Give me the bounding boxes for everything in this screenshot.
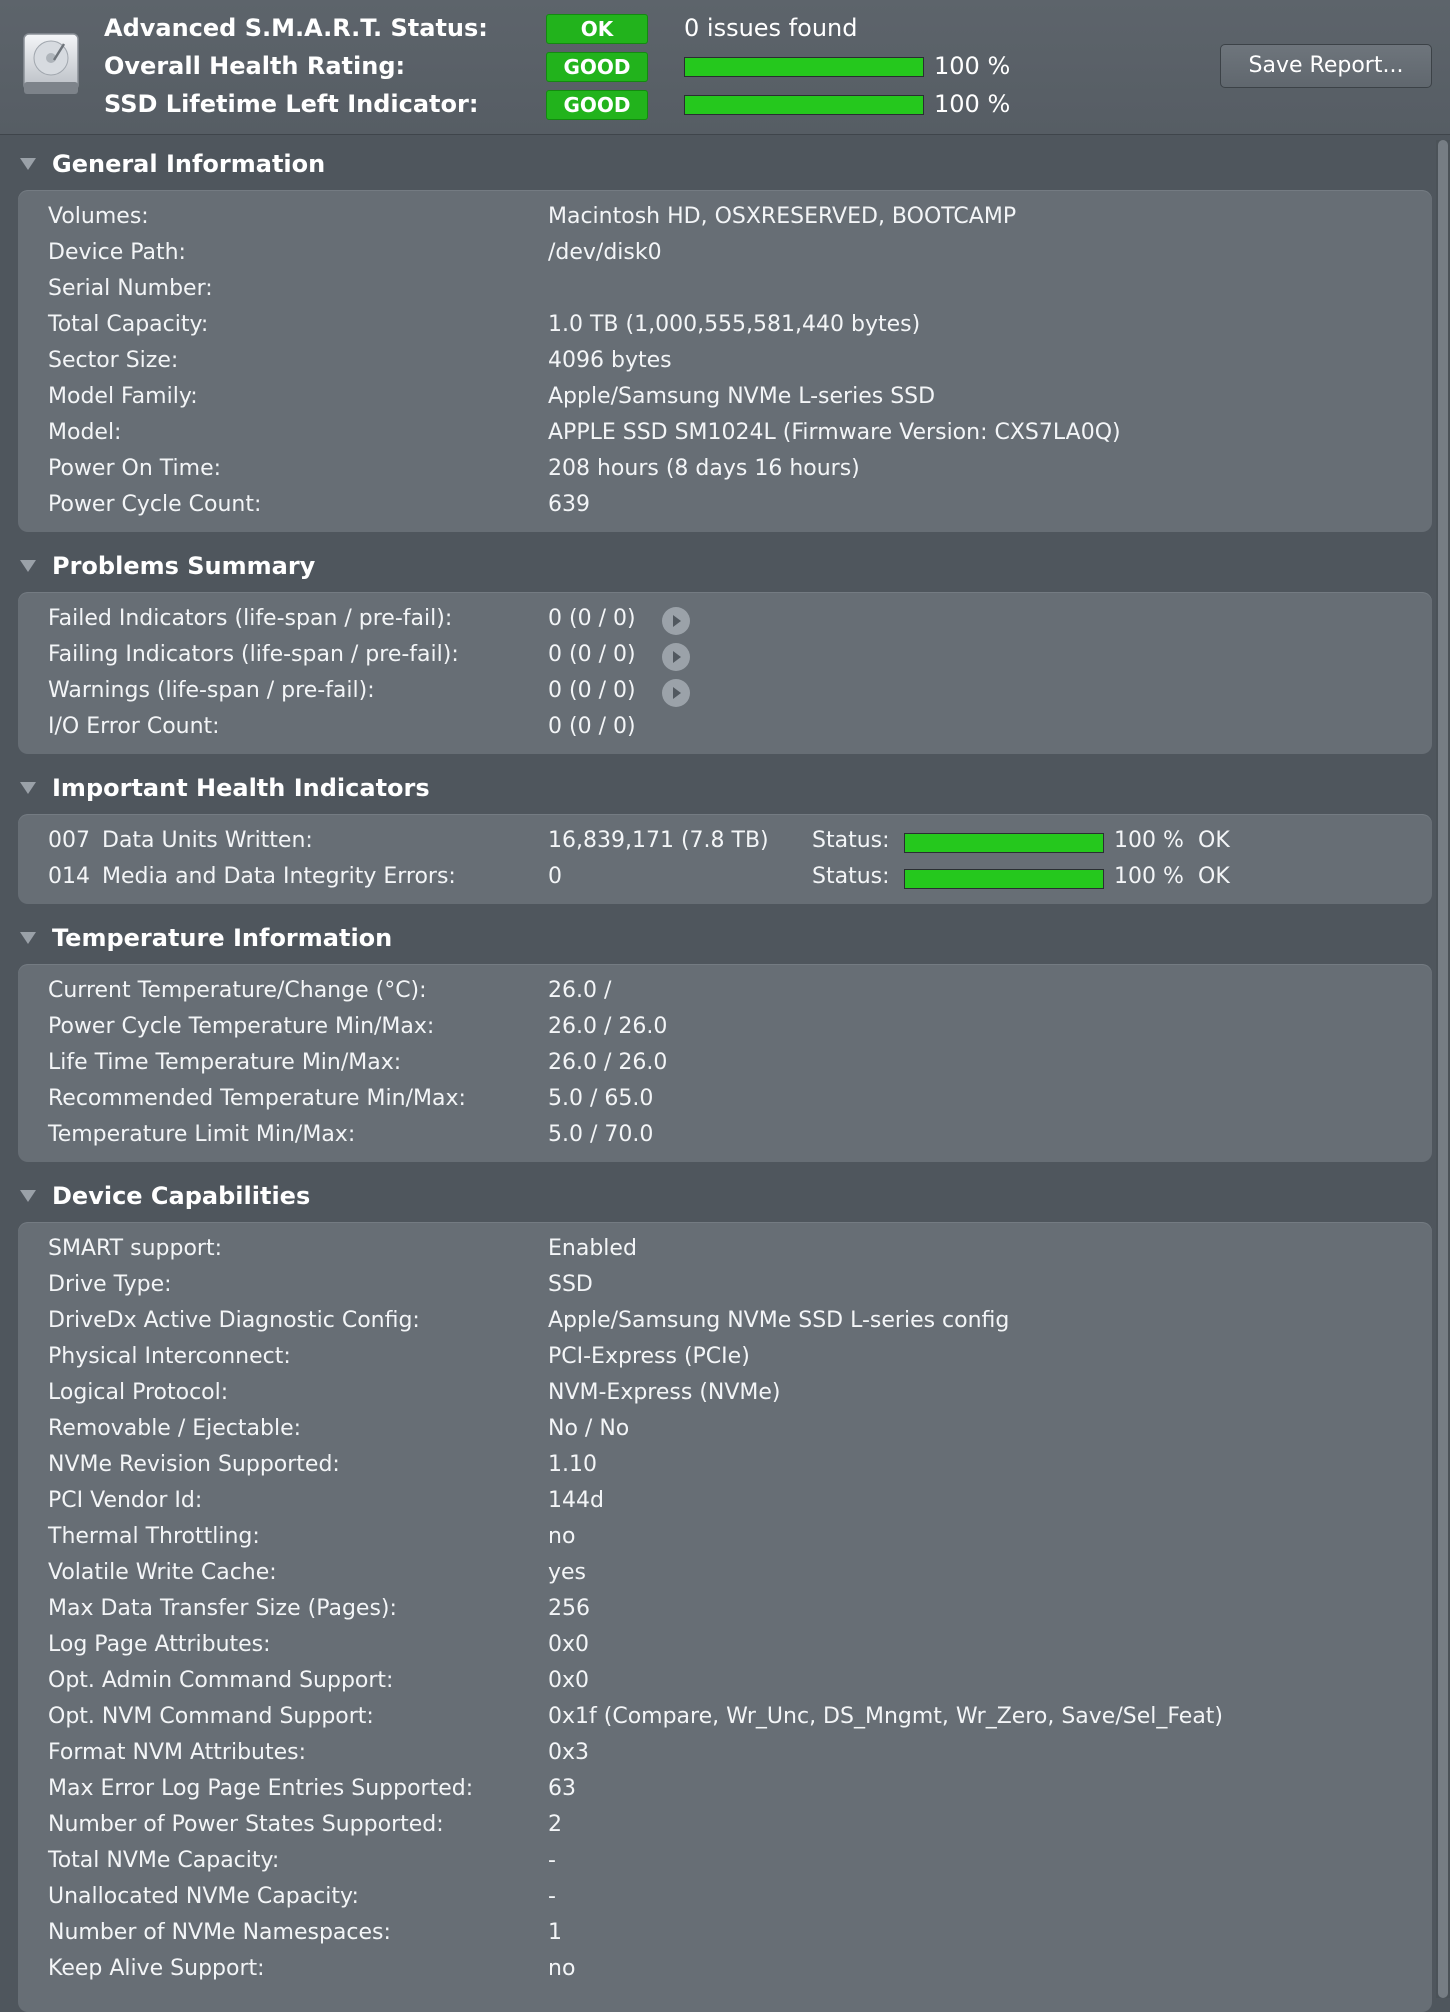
indicator-value: 16,839,171 (7.8 TB) — [548, 828, 769, 853]
show-details-arrow-icon[interactable] — [662, 643, 690, 671]
capability-row — [18, 1448, 1432, 1484]
capability-label: Opt. NVM Command Support: — [48, 1704, 374, 1729]
health-progress-bar — [684, 57, 924, 77]
problems-panel — [18, 592, 1432, 754]
capability-row — [18, 1556, 1432, 1592]
info-label: Total Capacity: — [48, 312, 209, 337]
problem-value: 0 (0 / 0) — [548, 678, 636, 703]
health-section-header[interactable] — [0, 772, 1440, 808]
info-value: Apple/Samsung NVMe L-series SSD — [548, 384, 936, 409]
capabilities-section-header[interactable] — [0, 1180, 1440, 1216]
capability-value: PCI-Express (PCIe) — [548, 1344, 750, 1369]
info-label: Volumes: — [48, 204, 149, 229]
info-label: Model: — [48, 420, 122, 445]
capability-label: Format NVM Attributes: — [48, 1740, 307, 1765]
issues-count: 0 issues found — [684, 14, 858, 42]
capability-value: Apple/Samsung NVMe SSD L-series config — [548, 1308, 1010, 1333]
health-percent: 100 % — [934, 52, 1011, 80]
indicator-progress-bar — [904, 833, 1104, 853]
save-report-button[interactable]: Save Report... — [1220, 44, 1432, 88]
problem-label: Failed Indicators (life-span / pre-fail): — [48, 606, 453, 631]
capability-label: Removable / Ejectable: — [48, 1416, 302, 1441]
section-title: Important Health Indicators — [52, 774, 430, 802]
indicator-label: Media and Data Integrity Errors: — [102, 864, 456, 889]
info-label: Serial Number: — [48, 276, 213, 301]
capability-row — [18, 1916, 1432, 1952]
capability-row — [18, 1664, 1432, 1700]
disclosure-triangle-icon[interactable] — [20, 782, 36, 794]
capability-row — [18, 1520, 1432, 1556]
indicator-code: 014 — [48, 864, 90, 889]
capability-value: - — [548, 1848, 556, 1873]
problem-row — [18, 710, 1432, 746]
section-title: Temperature Information — [52, 924, 393, 952]
scrollbar-thumb[interactable] — [1438, 140, 1448, 1998]
info-value: /dev/disk0 — [548, 240, 662, 265]
temperature-label: Power Cycle Temperature Min/Max: — [48, 1014, 435, 1039]
section-title: General Information — [52, 150, 326, 178]
info-label: Model Family: — [48, 384, 198, 409]
indicator-percent: 100 % — [1114, 864, 1184, 889]
disclosure-triangle-icon[interactable] — [20, 1190, 36, 1202]
capability-value: No / No — [548, 1416, 630, 1441]
health-rating-badge: GOOD — [546, 52, 648, 82]
capability-value: - — [548, 1884, 556, 1909]
problem-row — [18, 638, 1432, 674]
info-value: 1.0 TB (1,000,555,581,440 bytes) — [548, 312, 921, 337]
capability-label: Thermal Throttling: — [48, 1524, 260, 1549]
problem-value: 0 (0 / 0) — [548, 642, 636, 667]
temperature-label: Current Temperature/Change (°C): — [48, 978, 427, 1003]
temperature-value: 26.0 / — [548, 978, 612, 1003]
info-row — [18, 236, 1432, 272]
problem-value: 0 (0 / 0) — [548, 606, 636, 631]
capability-label: PCI Vendor Id: — [48, 1488, 203, 1513]
info-value: 4096 bytes — [548, 348, 672, 373]
temperature-value: 5.0 / 65.0 — [548, 1086, 654, 1111]
temperature-row — [18, 1046, 1432, 1082]
lifetime-percent: 100 % — [934, 90, 1011, 118]
capabilities-panel — [18, 1222, 1432, 2012]
disclosure-triangle-icon[interactable] — [20, 560, 36, 572]
capability-label: Number of Power States Supported: — [48, 1812, 444, 1837]
disclosure-triangle-icon[interactable] — [20, 158, 36, 170]
capability-label: Keep Alive Support: — [48, 1956, 265, 1981]
capability-row — [18, 1628, 1432, 1664]
capability-value: 63 — [548, 1776, 576, 1801]
capability-label: Logical Protocol: — [48, 1380, 229, 1405]
temperature-value: 26.0 / 26.0 — [548, 1050, 668, 1075]
info-label: Sector Size: — [48, 348, 179, 373]
hard-disk-icon — [20, 30, 82, 100]
indicator-row[interactable] — [18, 860, 1432, 896]
show-details-arrow-icon[interactable] — [662, 679, 690, 707]
indicator-code: 007 — [48, 828, 90, 853]
capability-row — [18, 1844, 1432, 1880]
temperature-value: 5.0 / 70.0 — [548, 1122, 654, 1147]
capability-row — [18, 1808, 1432, 1844]
info-row — [18, 488, 1432, 524]
problem-label: Warnings (life-span / pre-fail): — [48, 678, 375, 703]
info-value: 208 hours (8 days 16 hours) — [548, 456, 860, 481]
info-row — [18, 416, 1432, 452]
info-row — [18, 200, 1432, 236]
status-label: Status: — [812, 828, 890, 853]
info-label: Device Path: — [48, 240, 186, 265]
capability-value: 2 — [548, 1812, 562, 1837]
status-header — [0, 0, 1450, 135]
capability-row — [18, 1340, 1432, 1376]
temperature-label: Temperature Limit Min/Max: — [48, 1122, 356, 1147]
info-value: 639 — [548, 492, 590, 517]
capability-row — [18, 1376, 1432, 1412]
status-label: Status: — [812, 864, 890, 889]
capability-label: Physical Interconnect: — [48, 1344, 291, 1369]
capability-value: 0x3 — [548, 1740, 590, 1765]
lifetime-badge: GOOD — [546, 90, 648, 120]
temperature-label: Recommended Temperature Min/Max: — [48, 1086, 466, 1111]
capability-value: no — [548, 1956, 576, 1981]
capability-label: Unallocated NVMe Capacity: — [48, 1884, 359, 1909]
general-section-header[interactable] — [0, 148, 1440, 184]
capability-value: 1.10 — [548, 1452, 597, 1477]
info-row — [18, 344, 1432, 380]
capability-label: Max Data Transfer Size (Pages): — [48, 1596, 397, 1621]
capability-label: Total NVMe Capacity: — [48, 1848, 280, 1873]
capability-row — [18, 1736, 1432, 1772]
info-row — [18, 452, 1432, 488]
info-label: Power On Time: — [48, 456, 222, 481]
temperature-row — [18, 1010, 1432, 1046]
temperature-row — [18, 974, 1432, 1010]
temperature-row — [18, 1118, 1432, 1154]
capability-row — [18, 1880, 1432, 1916]
capability-value: 256 — [548, 1596, 590, 1621]
section-title: Problems Summary — [52, 552, 316, 580]
capability-value: no — [548, 1524, 576, 1549]
health-rating-label: Overall Health Rating: — [104, 52, 406, 80]
smart-status-label: Advanced S.M.A.R.T. Status: — [104, 14, 488, 42]
temperature-label: Life Time Temperature Min/Max: — [48, 1050, 402, 1075]
capability-row — [18, 1304, 1432, 1340]
capability-value: 0x1f (Compare, Wr_Unc, DS_Mngmt, Wr_Zero, Save/Sel_Feat) — [548, 1704, 1224, 1729]
capability-label: Opt. Admin Command Support: — [48, 1668, 394, 1693]
problem-label: I/O Error Count: — [48, 714, 220, 739]
indicator-row[interactable] — [18, 824, 1432, 860]
capability-label: NVMe Revision Supported: — [48, 1452, 340, 1477]
lifetime-label: SSD Lifetime Left Indicator: — [104, 90, 479, 118]
capability-value: 0x0 — [548, 1632, 590, 1657]
capability-label: DriveDx Active Diagnostic Config: — [48, 1308, 420, 1333]
info-value: Macintosh HD, OSXRESERVED, BOOTCAMP — [548, 204, 1017, 229]
capability-row — [18, 1412, 1432, 1448]
indicator-status: OK — [1198, 828, 1230, 853]
capability-label: Drive Type: — [48, 1272, 172, 1297]
capability-row — [18, 1232, 1432, 1268]
indicator-label: Data Units Written: — [102, 828, 313, 853]
problem-row — [18, 674, 1432, 710]
capability-label: Log Page Attributes: — [48, 1632, 271, 1657]
health-panel — [18, 814, 1432, 904]
capability-row — [18, 1484, 1432, 1520]
lifetime-progress-bar — [684, 95, 924, 115]
info-value: APPLE SSD SM1024L (Firmware Version: CXS7LA0Q) — [548, 420, 1121, 445]
capability-row — [18, 1700, 1432, 1736]
capability-value: yes — [548, 1560, 587, 1585]
capability-value: 144d — [548, 1488, 604, 1513]
indicator-status: OK — [1198, 864, 1230, 889]
capability-value: SSD — [548, 1272, 593, 1297]
vertical-scrollbar[interactable] — [1436, 140, 1450, 1998]
capability-value: Enabled — [548, 1236, 637, 1261]
capability-row — [18, 1268, 1432, 1304]
smart-status-badge: OK — [546, 14, 648, 44]
indicator-value: 0 — [548, 864, 562, 889]
capability-label: SMART support: — [48, 1236, 222, 1261]
capability-label: Volatile Write Cache: — [48, 1560, 277, 1585]
problem-value: 0 (0 / 0) — [548, 714, 636, 739]
disclosure-triangle-icon[interactable] — [20, 932, 36, 944]
temperature-row — [18, 1082, 1432, 1118]
capability-label: Number of NVMe Namespaces: — [48, 1920, 391, 1945]
capability-row — [18, 1592, 1432, 1628]
section-title: Device Capabilities — [52, 1182, 311, 1210]
info-row — [18, 308, 1432, 344]
temperature-section-header[interactable] — [0, 922, 1440, 958]
general-panel — [18, 190, 1432, 532]
indicator-percent: 100 % — [1114, 828, 1184, 853]
temperature-value: 26.0 / 26.0 — [548, 1014, 668, 1039]
problem-label: Failing Indicators (life-span / pre-fail): — [48, 642, 459, 667]
capability-value: NVM-Express (NVMe) — [548, 1380, 781, 1405]
capability-value: 0x0 — [548, 1668, 590, 1693]
info-row — [18, 380, 1432, 416]
indicator-progress-bar — [904, 869, 1104, 889]
info-row — [18, 272, 1432, 308]
capability-row — [18, 1772, 1432, 1808]
problems-section-header[interactable] — [0, 550, 1440, 586]
problem-row — [18, 602, 1432, 638]
capability-row — [18, 1952, 1432, 1988]
info-label: Power Cycle Count: — [48, 492, 262, 517]
capability-label: Max Error Log Page Entries Supported: — [48, 1776, 474, 1801]
capability-value: 1 — [548, 1920, 562, 1945]
temperature-panel — [18, 964, 1432, 1162]
show-details-arrow-icon[interactable] — [662, 607, 690, 635]
